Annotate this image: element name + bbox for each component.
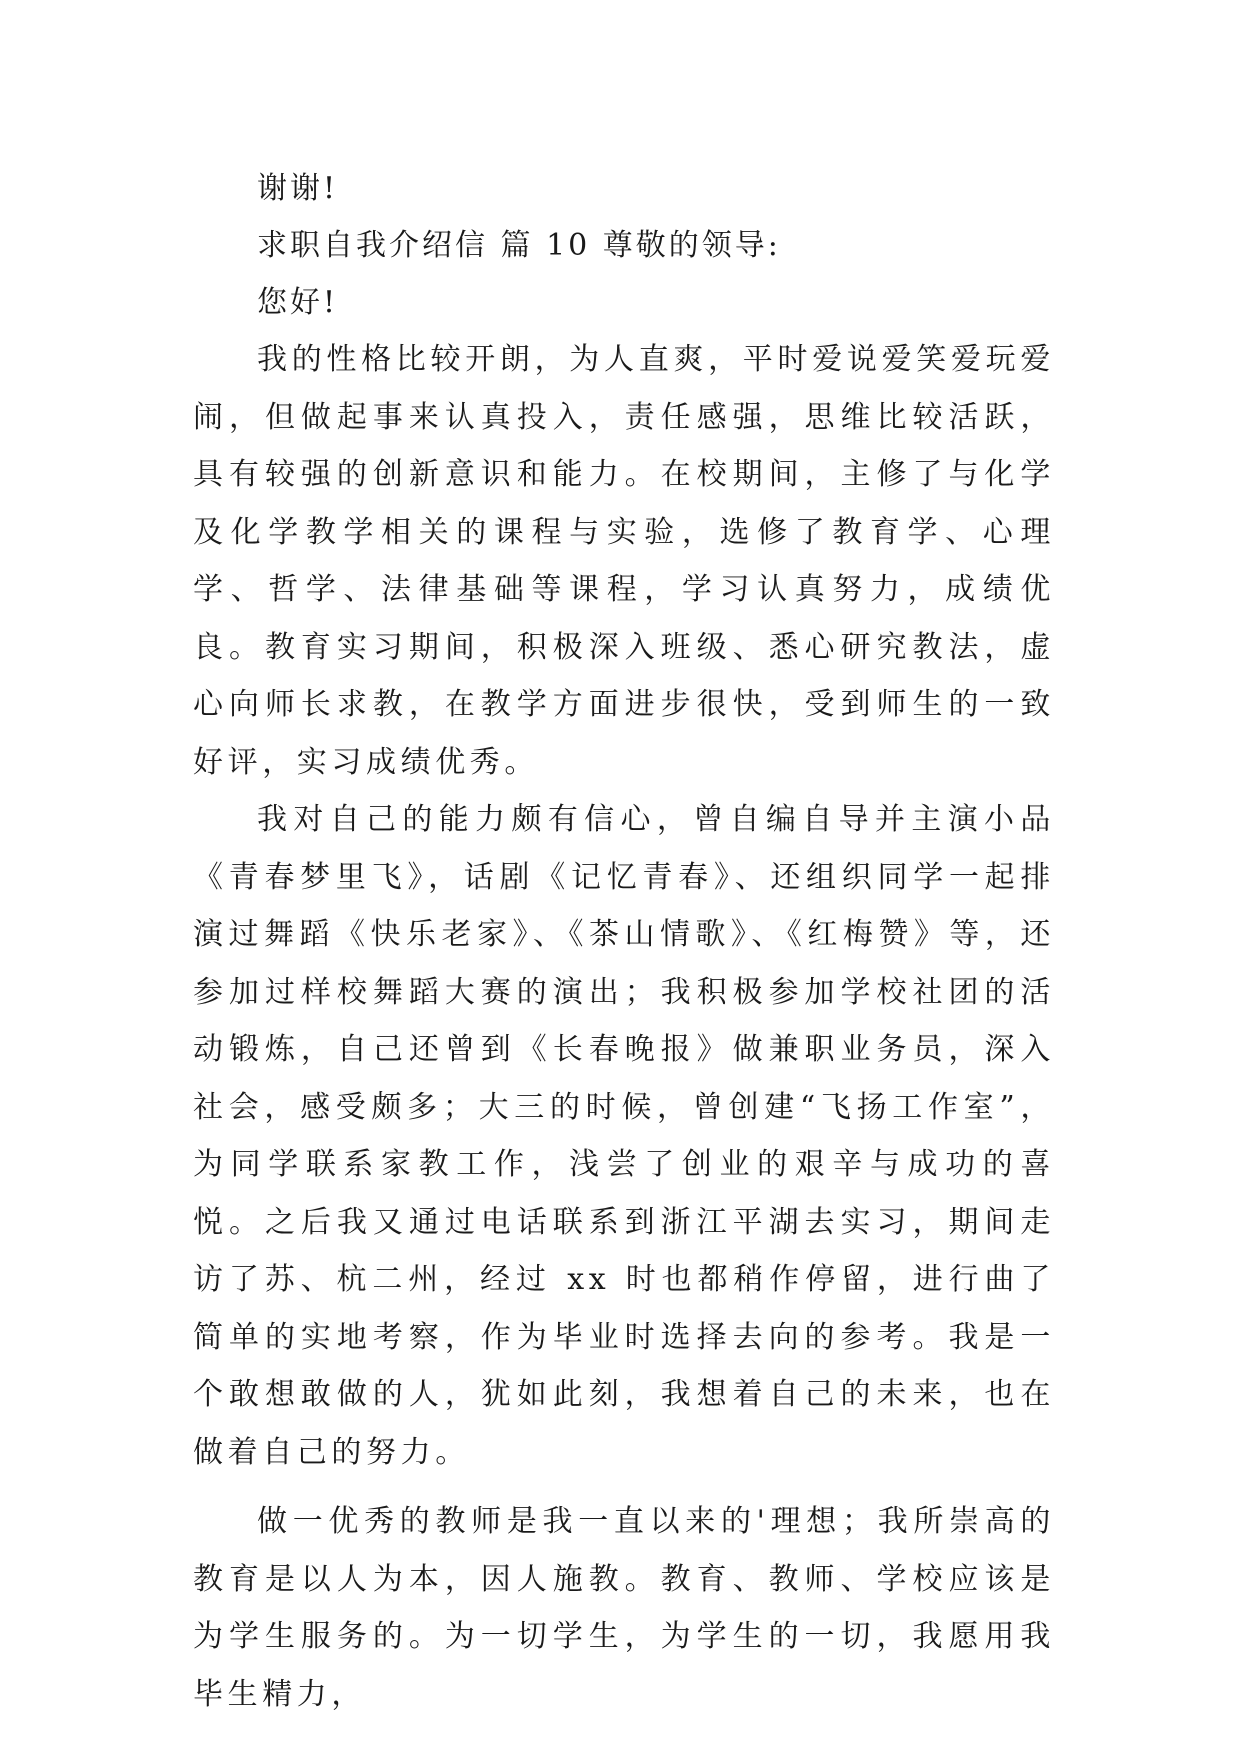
greeting: 您好! xyxy=(257,285,339,320)
paragraph-ideal: 做一优秀的教师是我一直以来的'理想；我所崇高的教育是以人为本，因人施教。教育、教师、学校应该是为学生服务的。为一切学生，为学生的一切，我愿用我毕生精力， xyxy=(193,1504,1055,1712)
letter-heading: 求职自我介绍信 篇 10 尊敬的领导: xyxy=(257,228,781,263)
paragraph-experience: 我对自己的能力颇有信心，曾自编自导并主演小品《青春梦里飞》，话剧《记忆青春》、还组织同学一起排演过舞蹈《快乐老家》、《茶山情歌》、《红梅赞》等，还参加过样校舞蹈大赛的演出；我积极参加学校社团的活动锻炼，自己还曾到《长春晚报》做兼职业务员，深入社会，感受颇多；大三的时候，曾创建“飞扬工作室”，为同学联系家教工作，浅尝了创业的艰辛与成功的喜悦。之后我又通过电话联系到浙江平湖去实习，期间走访了苏、杭二州，经过 xx 时也都稍作停留，进行曲了简单的实地考察，作为毕业时选择去向的参考。我是一个敢想敢做的人，犹如此刻，我想着自己的未来，也在做着自己的努力。 xyxy=(193,802,1055,1470)
paragraph-personality: 我的性格比较开朗，为人直爽，平时爱说爱笑爱玩爱闹，但做起事来认真投入，责任感强，思维比较活跃，具有较强的创新意识和能力。在校期间，主修了与化学及化学教学相关的课程与实验，选修了教育学、心理学、哲学、法律基础等课程，学习认真努力，成绩优良。教育实习期间，积极深入班级、悉心研究教法，虚心向师长求教，在教学方面进步很快，受到师生的一致好评，实习成绩优秀。 xyxy=(193,342,1055,780)
paragraph-gap xyxy=(193,1481,1055,1493)
document-page xyxy=(193,160,1055,1723)
closing-thanks: 谢谢! xyxy=(257,171,339,206)
